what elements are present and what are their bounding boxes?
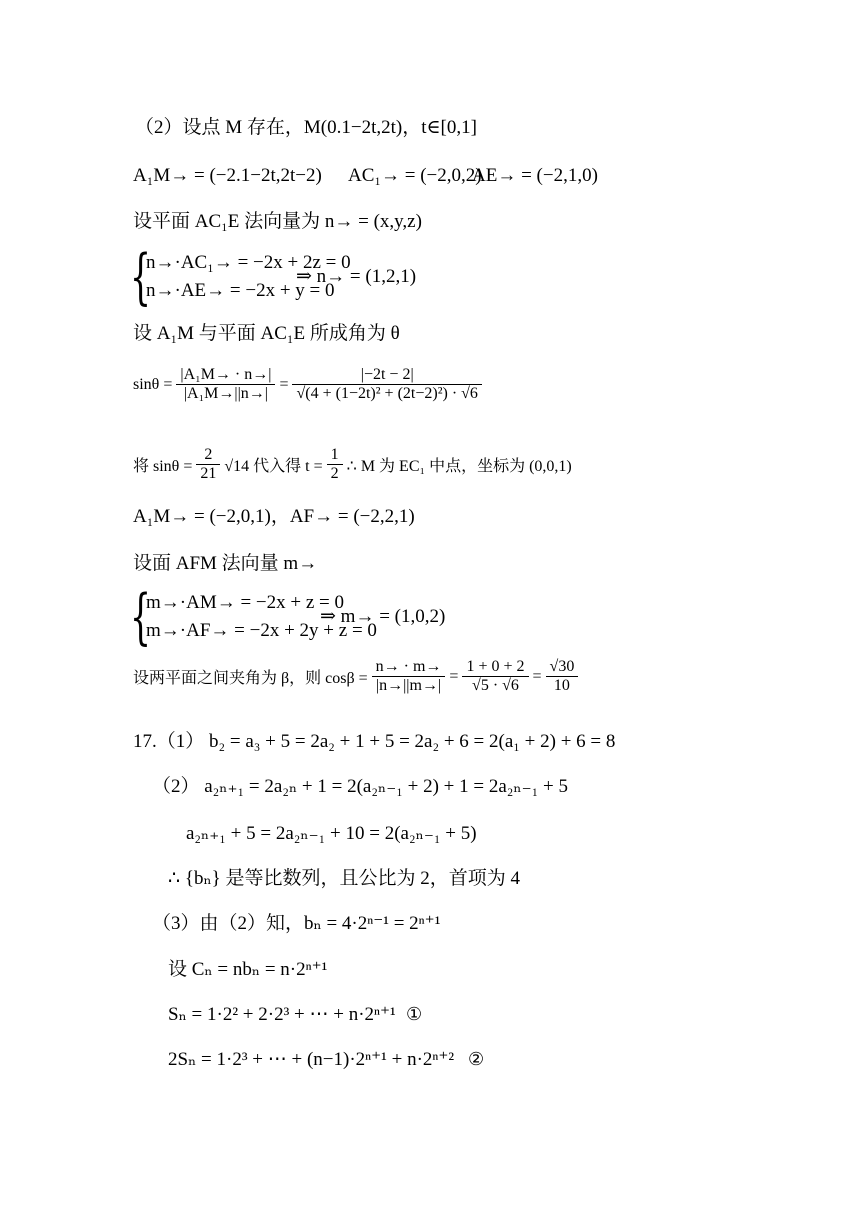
fraction-numerator: n→ · m→ — [372, 658, 446, 677]
q17-part3-line2: 设 Cₙ = nbₙ = n·2ⁿ⁺¹ — [168, 959, 328, 980]
sin-frac1-numerator: |A₁M→ · n→| — [176, 366, 275, 385]
equation-system-2 — [130, 582, 450, 652]
q17-part1: 17.（1） b₂ = a₃ + 5 = 2a₂ + 1 + 5 = 2a₂ + 6 = 2(a₁ + 2) + 6 = 8 — [133, 731, 616, 752]
system2-row2: m→·AF→ = −2x + 2y + z = 0 — [146, 620, 377, 641]
sin-fraction-2 — [292, 366, 481, 403]
cos-fraction-3 — [546, 658, 579, 695]
fraction-numerator: 1 + 0 + 2 — [462, 658, 528, 677]
cos-prefix: 设两平面之间夹角为 β，则 cosβ = — [133, 670, 368, 687]
q17-part2-line3: ∴ {bₙ} 是等比数列，且公比为 2，首项为 4 — [168, 868, 521, 889]
fraction-denominator: 2 — [330, 465, 339, 482]
equation-mark-1: ① — [406, 1004, 423, 1025]
sin-frac1-denominator: |A₁M→||n→| — [183, 385, 268, 402]
sin-equals: = — [279, 375, 289, 393]
q17-part3-line3: Sₙ = 1·2² + 2·2³ + ⋯ + n·2ⁿ⁺¹ — [168, 1004, 396, 1025]
q17-part3-line4: 2Sₙ = 1·2³ + ⋯ + (n−1)·2ⁿ⁺¹ + n·2ⁿ⁺² — [168, 1049, 455, 1070]
system2-row1: m→·AM→ = −2x + z = 0 — [146, 592, 345, 613]
equation-mark-2: ② — [468, 1049, 485, 1070]
normal-vector-definition: 设平面 AC₁E 法向量为 n→ = (x,y,z) — [133, 211, 422, 232]
sin-theta-formula — [133, 366, 482, 403]
q17-part2-line2: a₂ₙ₊₁ + 5 = 2a₂ₙ₋₁ + 10 = 2(a₂ₙ₋₁ + 5) — [186, 823, 477, 844]
sin-lhs: sinθ = — [133, 375, 173, 393]
substitute-middle: √14 代入得 t = — [224, 458, 323, 475]
substitution-line — [133, 446, 572, 483]
system1-row2: n→·AE→ = −2x + y = 0 — [146, 280, 335, 301]
substitute-prefix: 将 sinθ = — [133, 458, 193, 475]
left-brace: { — [130, 242, 152, 312]
system1-row1: n→·AC₁→ = −2x + 2z = 0 — [146, 252, 351, 273]
cos-fraction-2 — [462, 658, 528, 695]
fraction-denominator: |n→||m→| — [375, 677, 442, 694]
fraction-numerator: 1 — [327, 446, 343, 465]
system2-result: ⇒ m→ = (1,0,2) — [320, 606, 446, 627]
part2-intro: （2）设点 M 存在，M(0.1−2t,2t)，t∈[0,1] — [135, 117, 477, 138]
two-over-21 — [196, 446, 220, 483]
vectors-a1m-af: A₁M→ = (−2,0,1)，AF→ = (−2,2,1) — [133, 506, 415, 527]
sin-frac2-denominator: √(4 + (1−2t)² + (2t−2)²) · √6 — [296, 385, 478, 402]
vector-ac1: AC₁→ = (−2,0,2) — [348, 165, 482, 186]
fraction-numerator: 2 — [196, 446, 220, 465]
equation-system-1 — [130, 242, 450, 312]
angle-definition: 设 A₁M 与平面 AC₁E 所成角为 θ — [133, 323, 400, 344]
q17-part2-line1: （2） a₂ₙ₊₁ = 2a₂ₙ + 1 = 2(a₂ₙ₋₁ + 2) + 1 = 2a₂ₙ₋₁ + 5 — [152, 776, 568, 797]
q17-part3-line1: （3）由（2）知，bₙ = 4·2ⁿ⁻¹ = 2ⁿ⁺¹ — [152, 913, 441, 934]
sin-frac2-numerator: |−2t − 2| — [292, 366, 481, 385]
cos-beta-formula: 设两平面之间夹角为 β，则 cosβ = $\frac{n\to \cdot m\to}{|n\to||m\to|}$ = $\frac{1 + 0 + 2}{√5 \cdot √6}$ = $\frac{√30}{10}$ — [133, 658, 578, 695]
system1-result: ⇒ n→ = (1,2,1) — [296, 266, 417, 287]
left-brace: { — [130, 582, 152, 652]
vector-ae: AE→ = (−2,1,0) — [472, 165, 598, 186]
cos-fraction-1 — [372, 658, 446, 695]
fraction-denominator: 10 — [553, 677, 570, 694]
fraction-denominator: 21 — [200, 465, 217, 482]
fraction-denominator: √5 · √6 — [472, 677, 519, 694]
normal-m-definition: 设面 AFM 法向量 m→ — [133, 553, 318, 574]
substitute-suffix: ∴ M 为 EC₁ 中点，坐标为 (0,0,1) — [346, 458, 572, 475]
one-half — [327, 446, 343, 483]
vector-a1m: A₁M→ = (−2.1−2t,2t−2) — [133, 165, 322, 186]
fraction-numerator: √30 — [546, 658, 579, 677]
sin-fraction-1 — [176, 366, 275, 403]
